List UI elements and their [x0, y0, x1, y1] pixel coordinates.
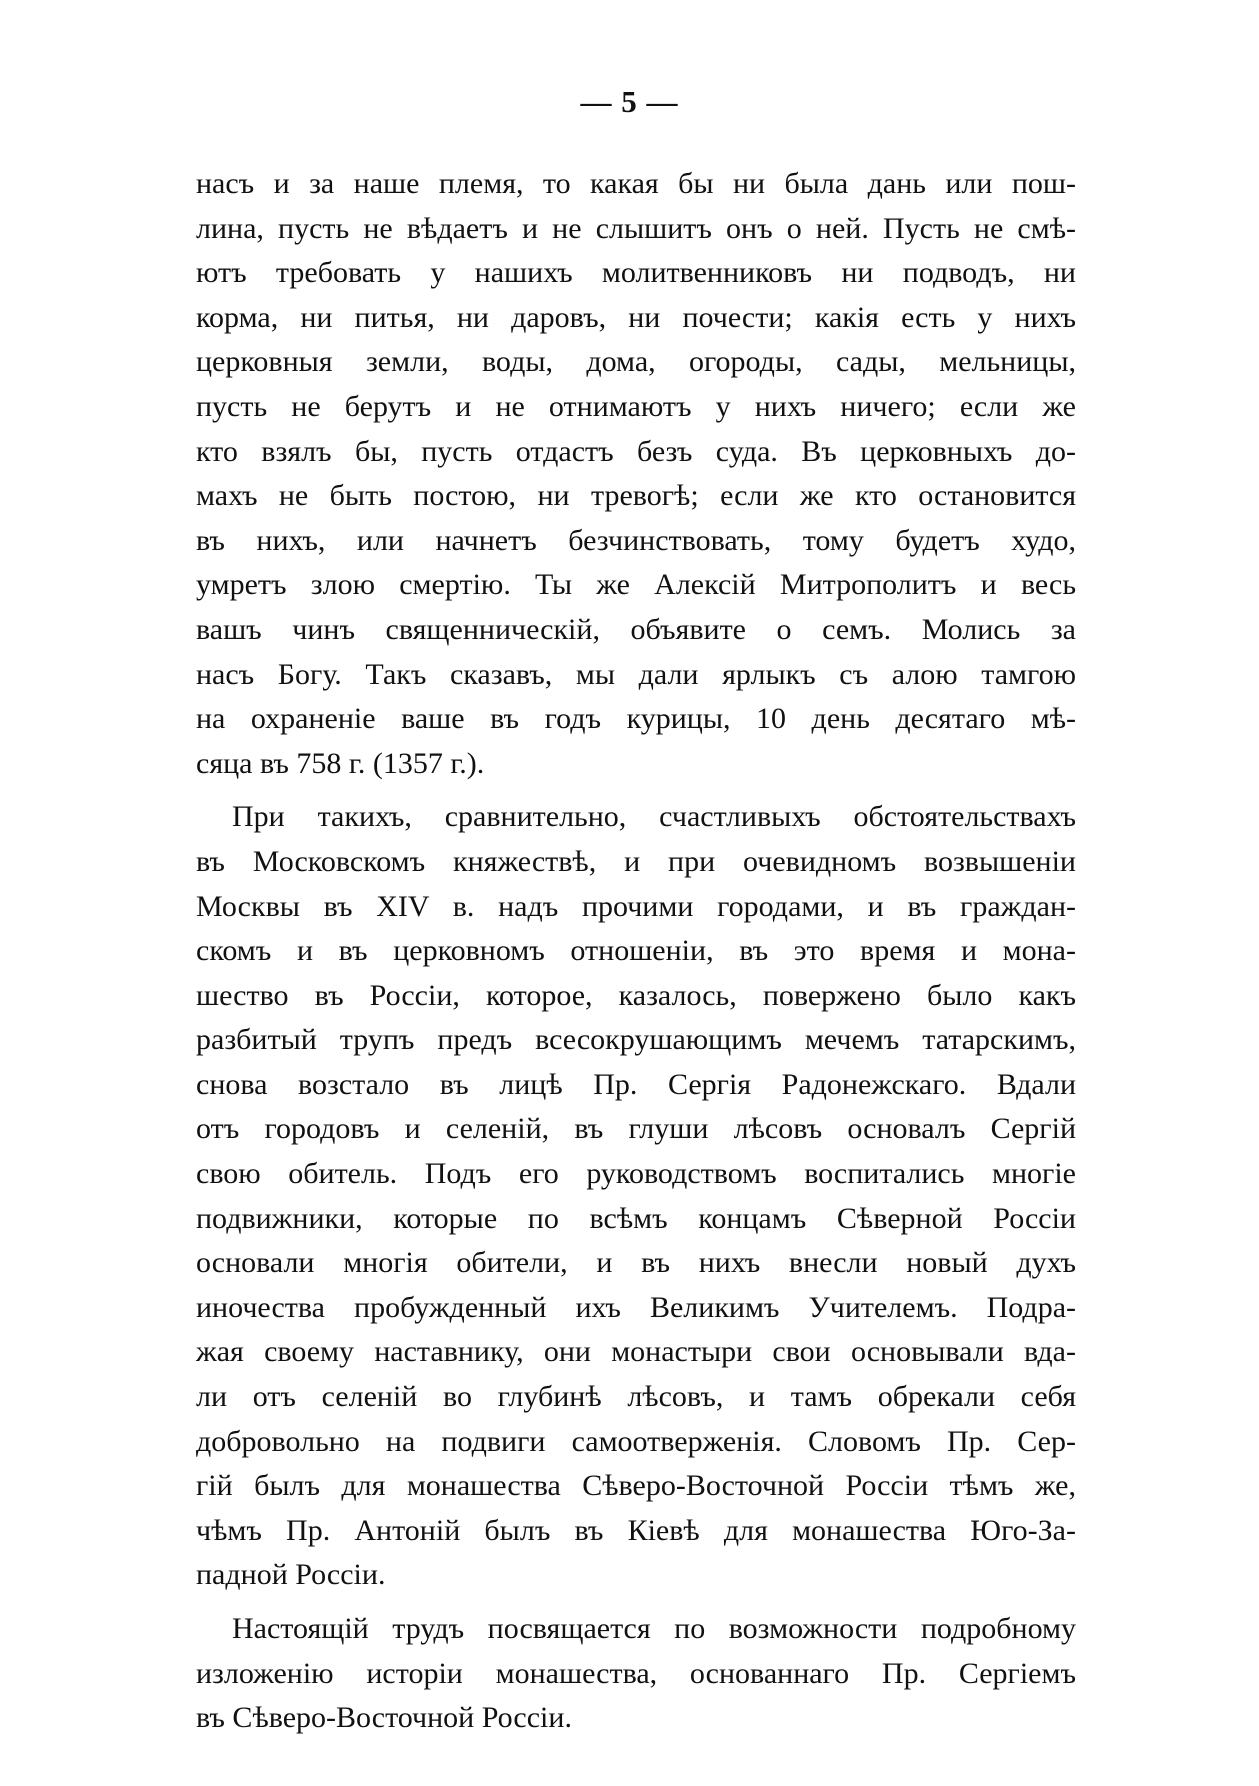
page-number: — 5 —	[580, 84, 679, 119]
body-text	[196, 162, 1076, 1741]
text-line: кто взялъ бы, пусть отдастъ безъ суда. Въ церковныхъ до-	[196, 434, 1076, 468]
text-line: церковныя земли, воды, дома, огороды, сады, мельницы,	[196, 345, 1076, 379]
text-line: сяца въ 758 г. (1357 г.).	[196, 746, 485, 780]
text-line: иночества пробужденный ихъ Великимъ Учителемъ. Подра-	[196, 1290, 1076, 1324]
text-line: разбитый трупъ предъ всесокрушающимъ мечемъ татарскимъ,	[196, 1023, 1076, 1057]
text-line: ли отъ селенiй во глубинѣ лѣсовъ, и тамъ обрекали себя	[196, 1380, 1076, 1414]
text-line: насъ и за наше племя, то какая бы ни была дань или пош-	[196, 167, 1076, 200]
text-line: насъ Богу. Такъ сказавъ, мы дали ярлыкъ съ алою тамгою	[196, 657, 1076, 691]
text-line: на охраненiе ваше въ годъ курицы, 10 день десятаго мѣ-	[196, 702, 1076, 736]
text-line: снова возстало въ лицѣ Пр. Сергiя Радонежскаго. Вдали	[196, 1067, 1076, 1101]
text-line: отъ городовъ и селенiй, въ глуши лѣсовъ основалъ Сергiй	[196, 1112, 1076, 1146]
text-line: лина, пусть не вѣдаетъ и не слышитъ онъ о ней. Пусть не смѣ-	[196, 211, 1076, 245]
text-line: корма, ни питья, ни даровъ, ни почести; какія есть у нихъ	[196, 300, 1076, 334]
text-line: чѣмъ Пр. Антонiй былъ въ Кiевѣ для монашества Юго-За-	[196, 1513, 1076, 1547]
text-line: ютъ требовать у нашихъ молитвенниковъ ни подводъ, ни	[196, 256, 1076, 290]
text-line: падной Россiи.	[196, 1558, 386, 1592]
text-line: пусть не берутъ и не отнимаютъ у нихъ ничего; если же	[196, 389, 1076, 423]
text-line: добровольно на подвиги самоотверженiя. Словомъ Пр. Сер-	[196, 1424, 1076, 1458]
text-line: въ Сѣверо-Восточной Россiи.	[196, 1701, 572, 1735]
paragraph-3	[196, 1607, 1076, 1741]
text-line: Москвы въ XIV в. надъ прочими городами, и въ граждан-	[196, 889, 1076, 923]
paragraph-1	[196, 162, 1076, 786]
text-line: умретъ злою смертiю. Ты же Алексiй Митрополитъ и весь	[196, 568, 1076, 602]
text-line: вашъ чинъ священническiй, объявите о семъ. Молись за	[196, 612, 1076, 646]
text-line: изложенiю исторiи монашества, основаннаго Пр. Сергiемъ	[196, 1656, 1076, 1690]
text-line: жая своему наставнику, они монастыри свои основывали вда-	[196, 1335, 1076, 1369]
text-line: махъ не быть постою, ни тревогѣ; если же кто остановится	[196, 479, 1076, 513]
text-line: основали многiя обители, и въ нихъ внесли новый духъ	[196, 1246, 1076, 1280]
text-line: подвижники, которые по всѣмъ концамъ Сѣверной Россiи	[196, 1201, 1076, 1235]
paragraph-2	[196, 795, 1076, 1598]
text-line: При такихъ, сравнительно, счастливыхъ обстоятельствахъ	[232, 800, 1076, 834]
text-line: свою обитель. Подъ его руководствомъ воспитались многiе	[196, 1157, 1076, 1191]
text-line: Настоящiй трудъ посвящается по возможности подробному	[232, 1612, 1076, 1645]
text-line: гiй былъ для монашества Сѣверо-Восточной Россiи тѣмъ же,	[196, 1469, 1076, 1503]
text-line: въ Московскомъ княжествѣ, и при очевидномъ возвышенiи	[196, 844, 1076, 878]
text-line: шество въ Россiи, которое, казалось, повержено было какъ	[196, 978, 1076, 1012]
text-line: скомъ и въ церковномъ отношенiи, въ это время и мона-	[196, 934, 1076, 968]
text-line: въ нихъ, или начнетъ безчинствовать, тому будетъ худо,	[196, 523, 1076, 557]
